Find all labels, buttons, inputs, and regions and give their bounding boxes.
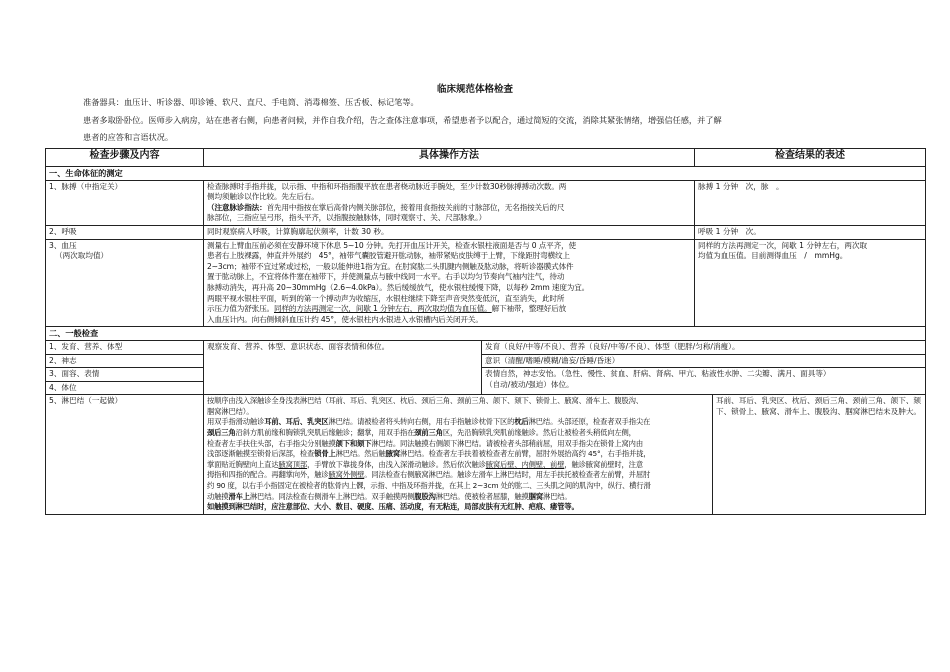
result-lymph: 耳前、耳后、乳突区、枕后、颈后三角、颈前三角、颌下、颏下、锁骨上、腋窝、滑车上、腹股沟、腘窝淋巴结未及肿大。 (713, 395, 926, 515)
header-result: 检查结果的表述 (695, 149, 926, 167)
step-development: 1、发育、营养、体型 (46, 340, 204, 354)
result-development: 发育（良好/中等/不良）、营养（良好/中等/不良）、体型（肥胖/匀称/消瘦）。 (482, 340, 926, 354)
step-breath: 2、呼吸 (46, 225, 204, 239)
result-bp: 同样的方法再测定一次，间歇 1 分钟左右，两次取 均值为血压值。目前测得血压 / mmHg。 (695, 239, 926, 327)
method-general: 观察发育、营养、体型、意识状态、面容表情和体位。 (204, 340, 482, 394)
intro-line-2: 患者多取卧卧位。医师步入病房，站在患者右侧，向患者问候，并作自我介绍，告之查体注意事项，希望患者予以配合，通过简短的交流，消除其紧张情绪，增强信任感，并了解 (83, 115, 722, 125)
table-header-row (46, 149, 926, 167)
section-vital-signs: 一、生命体征的测定 (46, 167, 926, 181)
exam-table (45, 148, 926, 515)
section-row (46, 327, 926, 341)
method-bp: 测量右上臂血压前必须在安静环境下休息 5~10 分钟。先打开血压计开关，检查水银柱液面是否与 0 点平齐，使 患者右上肢裸露，伸直并外展约 45°，袖带气囊胶管避开肱动脉，袖带紧贴皮肤缚于上臂，下缘距肘弯横纹上 2~3cm；袖带不宜过紧或过松，一般以能伸进1指为宜。在肘窝肱二头肌腱内侧触及肱动脉，将听诊器膜式体件 置于肱动脉上，不宜将体件塞在袖带下，并使测量点与腋中线同一水平。右手以均匀节奏向气袖内注气，待动 脉搏动消失，再升高 20~30mmHg（2.6~4.0kPa）。然后缓缓放气，使水银柱缓慢下降，以每秒 2mm 速度为宜。 两眼平视水银柱平面，听到的第一个搏动声为收缩压，水银柱继续下降至声音突然变低沉，直至消失，此时所 示压力值为舒张压。同样的方法再测定一次，间歇 1 分钟左右，两次取均值为血压值。解下袖带，整理好后放 入血压计内。向右侧倾斜血压计约 45°，使水银柱内水银进入水银槽内后关闭开关。 (204, 239, 695, 327)
header-step: 检查步骤及内容 (46, 149, 204, 167)
method-lymph: 按顺序由浅入深触诊全身浅表淋巴结（耳前、耳后、乳突区、枕后、颈后三角、颈前三角、颌下、颏下、锁骨上、腋窝、滑车上、腹股沟、 腘窝淋巴结）。 用双手指滑动触诊耳前、耳后、乳突区淋巴结。请被检者将头转向右侧，用右手指触诊枕骨下区的枕后淋巴结。头部还原，检查者双手指尖在 颈后三角沿斜方肌前缘和胸锁乳突肌后缘触诊；翻掌，用双手指在颈前三角区，先沿胸锁乳突肌前缘触诊。然后让被检者头稍低向左侧， 检查者左手扶住头部，右手指尖分别触摸颌下和颏下淋巴结。同法触摸右侧颌下淋巴结。请被检者头部稍前屈，用双手指尖在锁骨上窝内由 浅部逐渐触摸至锁骨后深部，检查锁骨上淋巴结。然后触腋窝淋巴结。检查者左手扶着被检查者左前臂，屈肘外展抬高约 45°，右手指并拢， 掌面贴近胸壁向上直达腋窝顶部，手臂放下靠拢身体，由浅入深滑动触诊。然后依次触诊腋窝后壁、内侧壁、前壁，触诊腋窝前壁时，注意 拇指和四指的配合。再翻掌向外，触诊腋窝外侧壁。同法检查右侧腋窝淋巴结。触诊左滑车上淋巴结时，用左手扶托被检查者左前臂，并屈肘 约 90 度，以右手小指固定在被检者的肱骨内上髁，示指、中指及环指并拢，在其上 2~3cm 处的肱二、三头肌之间的肌沟中，纵行、横行滑 动触摸滑车上淋巴结。同法检查右侧滑车上淋巴结。双手触摸两侧腹股沟淋巴结。使被检者屈膝，触摸腘窝淋巴结。 如触摸到淋巴结时，应注意部位、大小、数目、硬度、压痛、活动度，有无粘连，局部皮肤有无红肿、疤痕、瘘管等。 (204, 395, 713, 515)
section-row (46, 167, 926, 181)
intro-line-1: 准备器具：血压计、听诊器、叩诊锤、软尺、直尺、手电筒、消毒棉签、压舌板、标记笔等。 (83, 97, 419, 107)
table-row (46, 368, 926, 382)
result-consciousness: 意识（清醒/嗜睡/模糊/谵妄/昏睡/昏迷） (482, 354, 926, 368)
table-row (46, 354, 926, 368)
step-pulse: 1、脉搏（中指定关） (46, 180, 204, 225)
step-expression: 3、面容、表情 (46, 368, 204, 382)
table-row (46, 180, 926, 225)
intro-line-3: 患者的应答和言语状况。 (83, 132, 174, 142)
method-breath: 同时观察病人呼吸，计算胸廓起伏频率，计数 30 秒。 (204, 225, 695, 239)
table-row (46, 340, 926, 354)
table-row (46, 225, 926, 239)
table-row (46, 395, 926, 515)
result-breath: 呼吸 1 分钟 次。 (695, 225, 926, 239)
step-bp: 3、血压 （两次取均值） (46, 239, 204, 327)
step-consciousness: 2、神志 (46, 354, 204, 368)
section-general-exam: 二、一般检查 (46, 327, 926, 341)
page-title: 临床规范体格检查 (436, 84, 513, 95)
table-row (46, 239, 926, 327)
header-method: 具体操作方法 (204, 149, 695, 167)
step-position: 4、体位 (46, 381, 204, 395)
result-expression: 表情自然，神志安怡。（急性、慢性、贫血、肝病、肾病、甲亢、粘液性水肿、二尖瓣、满月、面具等） （自动/被动/强迫）体位。 (482, 368, 926, 395)
step-lymph: 5、淋巴结（一起做） (46, 395, 204, 515)
method-pulse: 检查脉搏时手指并拢，以示指、中指和环指指腹平放在患者桡动脉近手腕处，至少计数30秒脉搏搏动次数。两 侧均须触诊以作比较。先左后右。 （注意脉诊指法：首先用中指按在掌后高骨内侧关脉部位，接着用食指按关前的寸脉部位，无名指按关后的尺 脉部位，三指应呈弓形，指头平齐，以指腹按触脉体，同时观察寸、关、尺部脉象。） (204, 180, 695, 225)
result-pulse: 脉搏 1 分钟 次，脉 。 (695, 180, 926, 225)
